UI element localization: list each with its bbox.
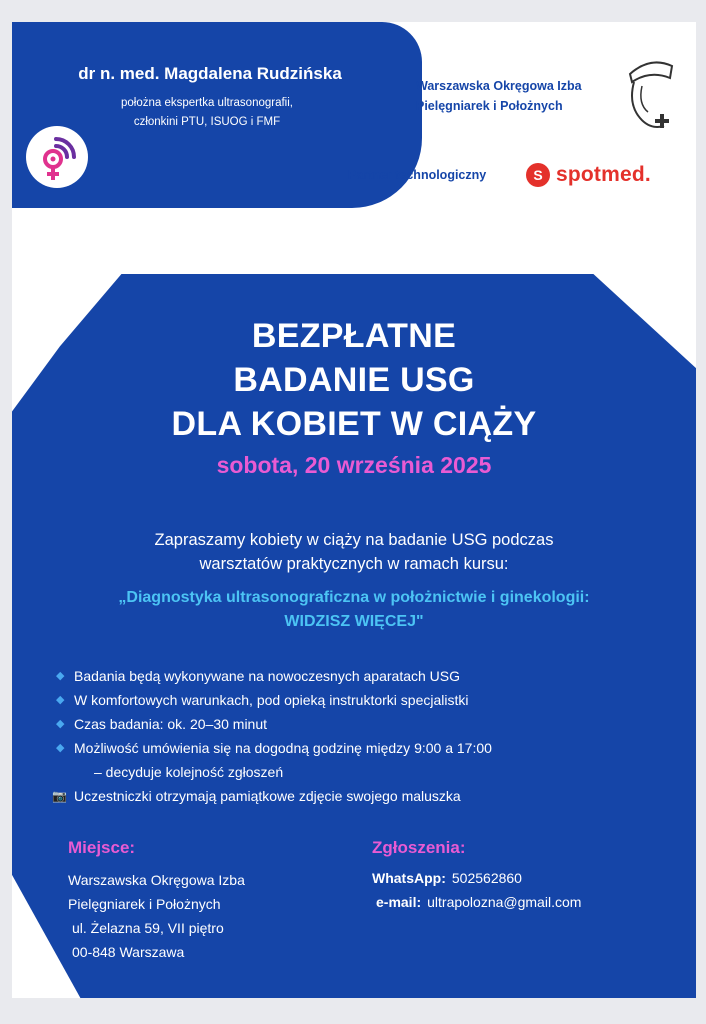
spotmed-logo [526,162,651,188]
course-title-line: WIDZISZ WIĘCEJ" [284,613,424,630]
intro-line: Zapraszamy kobiety w ciąży na badanie USG podczas [154,531,554,549]
diamond-bullet-icon: ◆ [56,718,65,730]
course-title [32,586,676,634]
place-address [68,868,245,964]
address-line: Warszawska Okręgowa Izba [68,872,245,888]
diamond-bullet-icon: ◆ [56,670,65,682]
list-item: ◆ Badania będą wykonywane na nowoczesnych aparatach USG [56,664,676,688]
event-date: sobota, 20 września 2025 [216,452,492,478]
org-name [416,76,616,116]
whatsapp-number: 502562860 [451,870,522,886]
email-contact [376,894,581,910]
org-name-line: Warszawska Okręgowa Izba [416,79,582,93]
headline [12,314,696,446]
partner-label: Partner technologiczny [348,168,487,182]
headline-line: DLA KOBIET W CIĄŻY [171,405,537,443]
whatsapp-label: WhatsApp: [372,870,446,886]
ultrasound-female-symbol-icon [26,126,88,188]
whatsapp-contact [372,870,522,886]
intro-line: warsztatów praktycznych w ramach kursu: [199,555,509,573]
registration-heading: Zgłoszenia: [372,838,466,857]
address-line: 00-848 Warszawa [72,944,185,960]
org-name-line: Pielęgniarek i Położnych [416,99,563,113]
nurse-cap-icon [620,52,680,138]
address-line: ul. Żelazna 59, VII piętro [72,920,224,936]
poster [12,22,696,998]
list-item: ◆ Czas badania: ok. 20–30 minut [56,712,676,736]
info-list [52,664,676,808]
diamond-bullet-icon: ◆ [56,694,65,706]
diamond-bullet-icon: ◆ [56,742,65,754]
list-item: 📷 Uczestniczki otrzymają pamiątkowe zdjęcie swojego maluszka [56,784,676,808]
headline-line: BADANIE USG [233,361,475,399]
course-title-line: „Diagnostyka ultrasonograficzna w położnictwie i ginekologii: [118,589,590,606]
email-label: e-mail: [376,894,422,910]
camera-icon: 📷 [52,789,67,803]
intro-text [52,528,656,576]
author-title-line: położna ekspertka ultrasonografii, [121,97,293,109]
spotmed-icon: S [526,163,550,187]
email-address: ultrapolozna@gmail.com [427,894,582,910]
list-item: ◆ Możliwość umówienia się na dogodną godzinę między 9:00 a 17:00 [56,736,676,760]
author-title-line: członkini PTU, ISUOG i FMF [133,116,281,128]
author-name: dr n. med. Magdalena Rudzińska [78,64,342,83]
headline-line: BEZPŁATNE [251,317,457,355]
list-item-continuation: – decyduje kolejność zgłoszeń [94,764,284,780]
spotmed-wordmark: spotmed. [556,163,651,186]
address-line: Pielęgniarek i Położnych [68,896,221,912]
list-item: ◆ W komfortowych warunkach, pod opieką instruktorki specjalistki [56,688,676,712]
place-heading: Miejsce: [68,838,136,857]
author-title [52,94,362,132]
